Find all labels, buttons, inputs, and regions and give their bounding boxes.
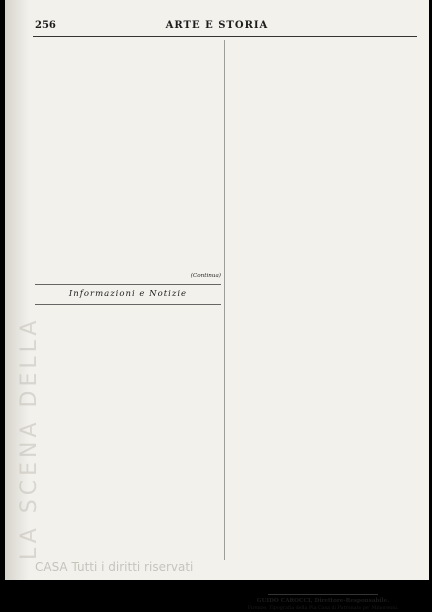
text-line [35,311,221,318]
text-line [228,223,418,230]
text-line [228,110,418,117]
footer-rule [268,594,378,595]
text-line [35,473,221,480]
text-line [228,435,418,442]
text-line [228,132,418,139]
text-line [228,118,418,125]
text-line [228,533,418,540]
section-title: Informazioni e Notizie [35,284,221,305]
text-line [35,258,221,265]
text-line [228,251,418,258]
text-line [35,89,221,96]
text-line [228,442,418,449]
text-line [35,325,221,332]
text-line [35,188,221,195]
text-line [35,139,221,146]
text-line [35,332,221,339]
text-line [35,550,221,557]
continued-note: (Continua) [190,272,221,279]
text-line [35,110,221,117]
text-line [228,301,418,308]
text-line [35,318,221,325]
text-line [35,388,221,395]
right-column [228,40,418,612]
text-line [35,360,221,367]
text-line [228,160,418,167]
text-line [228,463,418,470]
text-line [228,540,418,547]
text-line [35,353,221,360]
text-line [35,409,221,416]
text-line [228,273,418,280]
text-line [228,470,418,477]
text-line [228,153,418,160]
text-line [35,536,221,543]
text-line [228,195,418,202]
text-line [228,583,418,590]
text-line [35,195,221,202]
text-line [228,258,418,265]
text-line [35,585,221,592]
text-line [228,244,418,251]
text-line [228,47,418,54]
text-line [228,336,418,343]
scanned-page [5,0,429,611]
text-line [228,174,418,181]
text-line [228,421,418,428]
text-line [228,512,418,519]
text-line [228,54,418,61]
text-line [228,428,418,435]
text-line [228,89,418,96]
text-line [228,308,418,315]
text-line [35,223,221,230]
text-line [35,237,221,244]
footer-manager: GUIDO CAROCCI, Direttore-Responsabile. [256,597,390,604]
text-line [35,54,221,61]
text-line [35,423,221,430]
text-line [228,61,418,68]
text-line [228,287,418,294]
text-line [228,294,418,301]
text-line [35,230,221,237]
text-line [35,103,221,110]
text-line [35,381,221,388]
text-line [228,498,418,505]
running-title: ARTE E STORIA [165,20,269,31]
left-column [35,40,221,593]
text-line [35,430,221,437]
text-line [35,68,221,75]
text-line [35,167,221,174]
text-line [35,118,221,125]
text-line [35,480,221,487]
text-line [228,280,418,287]
text-line [35,487,221,494]
text-line [35,529,221,536]
text-line [35,125,221,132]
text-line [35,515,221,522]
text-line [228,103,418,110]
text-line [35,266,221,273]
text-line [35,522,221,529]
text-line [35,202,221,209]
text-line [228,350,418,357]
text-line [228,576,418,583]
text-line [228,561,418,568]
text-line [35,466,221,473]
text-line [228,505,418,512]
text-line [228,519,418,526]
text-line [228,68,418,75]
text-line [228,188,418,195]
text-line [35,209,221,216]
text-line [35,181,221,188]
text-line [228,392,418,399]
text-line [35,244,221,251]
text-line [228,146,418,153]
header-rule [33,36,417,37]
text-line [35,494,221,501]
text-line [35,61,221,68]
text-line [228,449,418,456]
text-line [228,547,418,554]
text-line [228,216,418,223]
text-line [35,146,221,153]
text-line [228,322,418,329]
text-line [228,378,418,385]
text-line [228,569,418,576]
bottom-watermark: CASA Tutti i diritti riservati [35,560,194,574]
text-line [228,399,418,406]
text-line [228,385,418,392]
text-line [228,96,418,103]
text-line [228,125,418,132]
text-line [228,406,418,413]
text-line [228,371,418,378]
column-divider [224,40,225,560]
text-line [35,174,221,181]
text-line [35,346,221,353]
text-line [35,543,221,550]
page-number: 256 [35,20,56,31]
text-line [228,477,418,484]
text-line [228,139,418,146]
text-line [228,364,418,371]
text-line [35,508,221,515]
text-line [35,578,221,585]
text-line [228,167,418,174]
text-line [228,209,418,216]
text-line [228,237,418,244]
text-line [35,251,221,258]
footer-imprint: Firenze, Tipografia della Pia Casa di Patronato pe' Minorenni. [247,605,399,611]
text-line [35,395,221,402]
text-line [35,374,221,381]
text-line [35,82,221,89]
text-line [35,160,221,167]
text-line [228,82,418,89]
text-line [35,96,221,103]
text-line [228,266,418,273]
text-line [228,526,418,533]
text-line [35,402,221,409]
text-line [35,75,221,82]
text-line [228,75,418,82]
text-line [35,501,221,508]
side-watermark: LA SCENA DELLA [17,316,42,560]
text-line [35,153,221,160]
text-line [35,216,221,223]
text-line [228,343,418,350]
text-line [35,339,221,346]
text-line [228,329,418,336]
text-line [35,437,221,444]
text-line [228,484,418,491]
page-header [5,20,429,36]
text-line [228,40,418,47]
text-line [35,132,221,139]
text-line [228,554,418,561]
text-line [228,456,418,463]
text-line [228,491,418,498]
text-line [228,357,418,364]
text-line [228,413,418,420]
text-line [228,181,418,188]
text-line [35,445,221,452]
text-line [228,230,418,237]
text-line [35,47,221,54]
text-line [35,367,221,374]
text-line [35,452,221,459]
text-line [35,40,221,47]
text-line [228,202,418,209]
text-line [35,459,221,466]
text-line [35,416,221,423]
text-line [228,315,418,322]
